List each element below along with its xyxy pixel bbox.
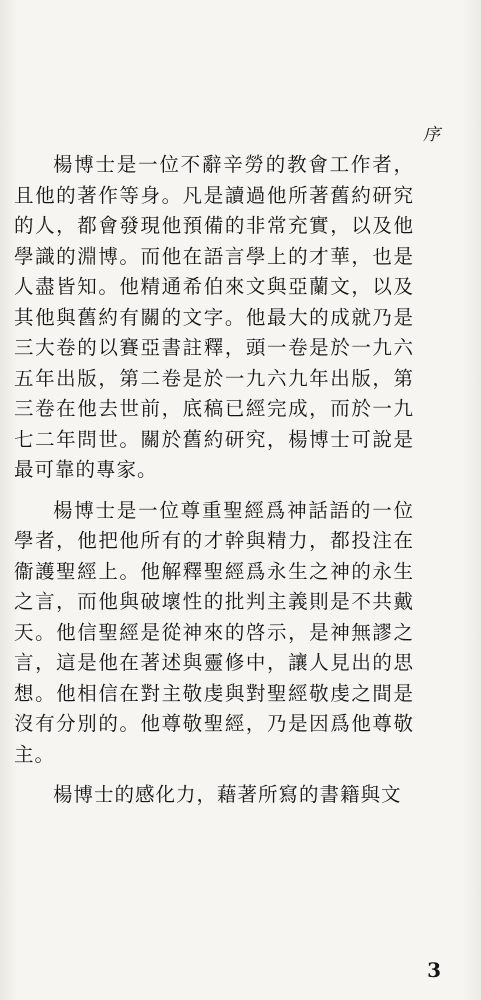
page-number: 3 <box>427 958 441 982</box>
body-text <box>14 150 414 821</box>
paragraph-1: 楊博士是一位不辭辛勞的教會工作者，且他的著作等身。凡是讀過他所著舊約研究的人，都會發現他預備的非常充實，以及他學識的淵博。而他在語言學上的才華，也是人盡皆知。他精通希伯來文與亞蘭文，以及其他與舊約有關的文字。他最大的成就乃是三大卷的以賽亞書註釋，頭一卷是於一九六五年出版，第二卷是於一九六九年出版，第三卷在他去世前，底稿已經完成，而於一九七二年問世。關於舊約研究，楊博士可說是最可靠的專家。 <box>14 153 414 481</box>
paragraph-2: 楊博士是一位尊重聖經爲神話語的一位學者，他把他所有的才幹與精力，都投注在衞護聖經上。他解釋聖經爲永生之神的永生之言，而他與破壞性的批判主義則是不共戴天。他信聖經是從神來的啓示，是神無謬之言，這是他在著述與靈修中，讓人見出的思想。他相信在對主敬虔與對聖經敬虔之間是沒有分別的。他尊敬聖經，乃是因爲他尊敬主。 <box>14 498 414 766</box>
paragraph-3: 楊博士的感化力，藉著所寫的書籍與文 <box>53 783 402 806</box>
section-header-label: 序 <box>423 125 441 145</box>
